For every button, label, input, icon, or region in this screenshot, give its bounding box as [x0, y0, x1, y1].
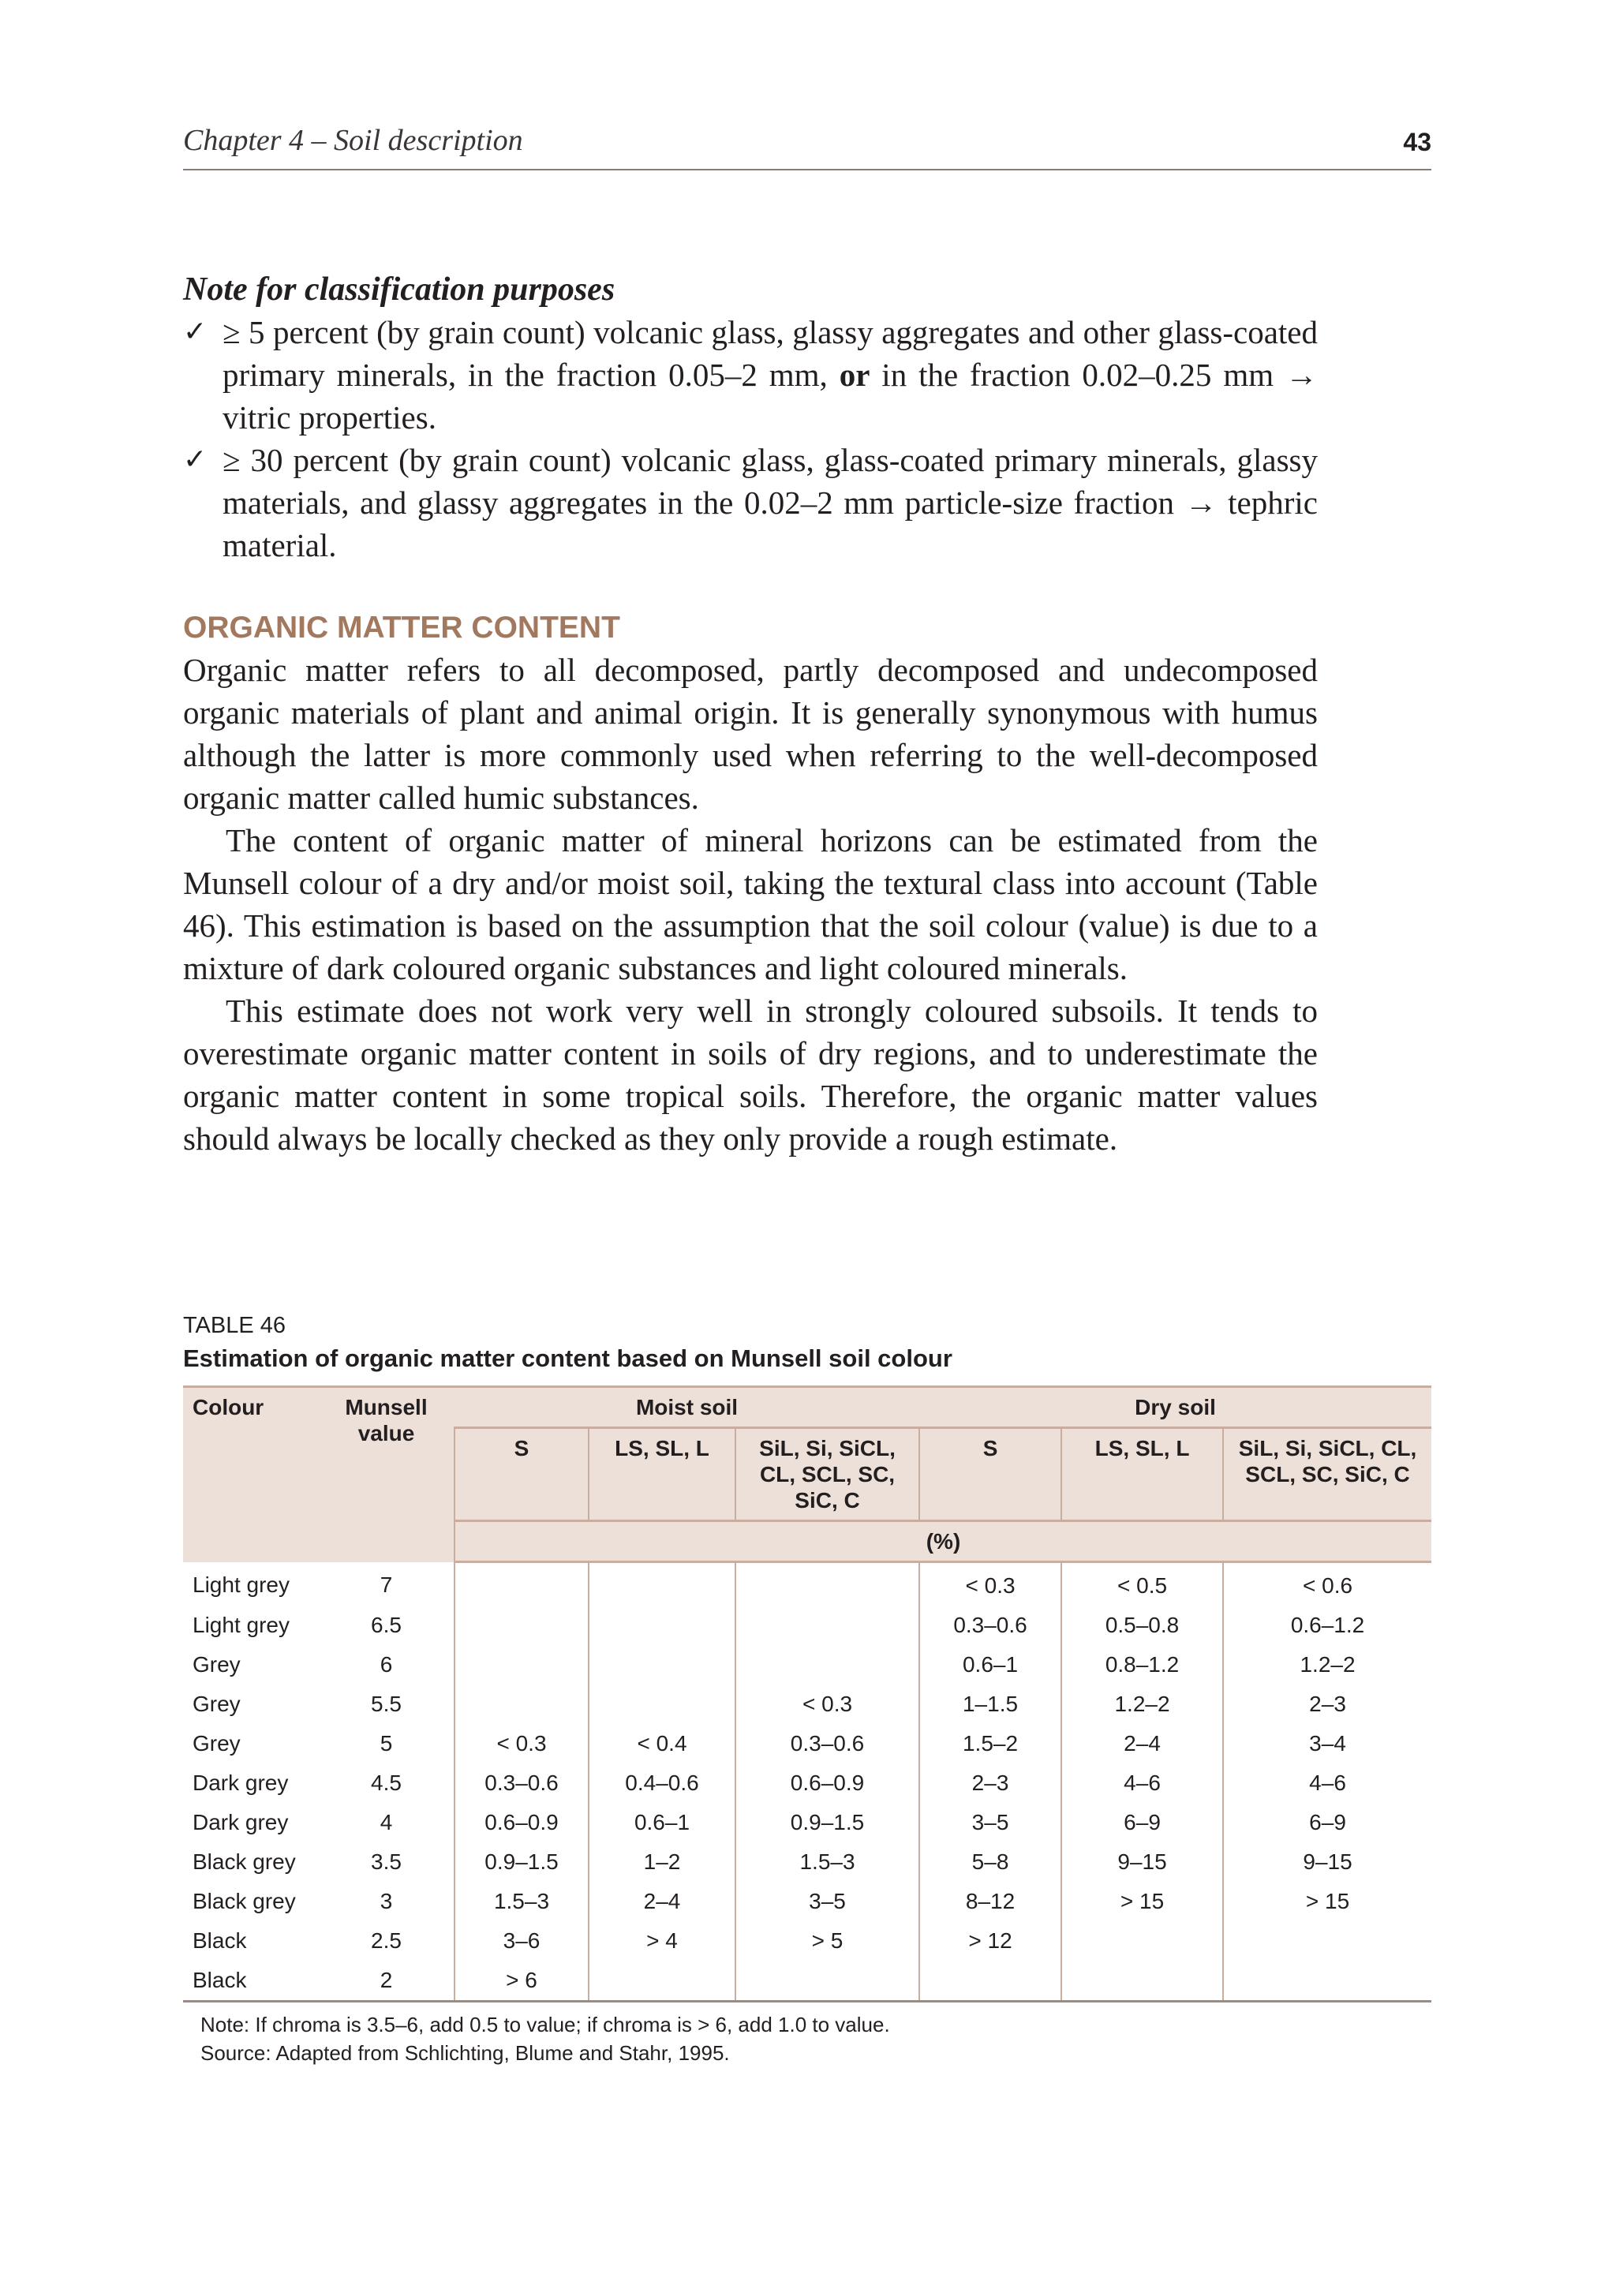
checklist-text-end: in the fraction 0.02–0.25 mm → vitric properties. — [223, 357, 1318, 436]
header-dry-soil: Dry soil — [919, 1387, 1431, 1428]
table-row — [183, 1606, 1431, 1645]
table-cell: Grey — [193, 1692, 241, 1716]
table-cell — [735, 1961, 919, 2002]
table-cell: 1–1.5 — [919, 1685, 1061, 1724]
header-moist-s: S — [454, 1428, 589, 1521]
table-cell: 6–9 — [1223, 1803, 1431, 1842]
table-cell — [1061, 1961, 1223, 2002]
table-cell: 0.9–1.5 — [735, 1803, 919, 1842]
table-cell: 3–6 — [454, 1921, 589, 1961]
table-cell — [454, 1562, 589, 1606]
table-cell: > 15 — [1061, 1882, 1223, 1921]
table-cell: 0.6–0.9 — [735, 1763, 919, 1803]
table-cell: Dark grey — [193, 1771, 289, 1795]
table-cell — [735, 1645, 919, 1685]
chapter-title: Chapter 4 – Soil description — [183, 124, 523, 157]
table-cell — [735, 1606, 919, 1645]
table-cell: 5–8 — [919, 1842, 1061, 1882]
table-cell: > 4 — [589, 1921, 735, 1961]
table-cell: 3.5 — [371, 1849, 402, 1874]
table-note: Note: If chroma is 3.5–6, add 0.5 to value; if chroma is > 6, add 1.0 to value. — [200, 2013, 890, 2036]
table-cell: Black grey — [193, 1889, 296, 1913]
table-cell — [919, 1961, 1061, 2002]
table-cell: 0.3–0.6 — [919, 1606, 1061, 1645]
table-cell: 4.5 — [371, 1771, 402, 1795]
table-notes — [183, 2010, 1431, 2067]
table-source: Source: Adapted from Schlichting, Blume and Stahr, 1995. — [200, 2041, 730, 2065]
checklist-item — [183, 439, 1318, 567]
table-cell: > 12 — [919, 1921, 1061, 1961]
header-unit: (%) — [454, 1521, 1431, 1562]
section-heading: ORGANIC MATTER CONTENT — [183, 611, 620, 645]
table-row — [183, 1882, 1431, 1921]
table-caption: Estimation of organic matter content based on Munsell soil colour — [183, 1344, 952, 1372]
table-cell: 0.6–1 — [589, 1803, 735, 1842]
table-cell: 6 — [380, 1652, 393, 1677]
header-munsell-value: Munsell value — [319, 1387, 454, 1562]
table-cell: 2–3 — [919, 1763, 1061, 1803]
table-cell: 3 — [380, 1889, 393, 1913]
table-cell: 2 — [319, 1961, 454, 2002]
table-cell: < 0.5 — [1061, 1562, 1223, 1606]
table-cell: Grey — [193, 1731, 241, 1756]
table-cell: > 5 — [735, 1921, 919, 1961]
header-dry-ls: LS, SL, L — [1061, 1428, 1223, 1521]
table-cell: > 6 — [454, 1961, 589, 2002]
table-cell: > 15 — [1223, 1882, 1431, 1921]
table-cell: 9–15 — [1061, 1842, 1223, 1882]
table-cell: 0.8–1.2 — [1061, 1645, 1223, 1685]
table-cell — [1223, 1961, 1431, 2002]
table-cell: Black grey — [193, 1849, 296, 1874]
table-cell — [454, 1645, 589, 1685]
checklist-text: ≥ 5 percent (by grain count) volcanic glass, glassy aggregates and other glass-coated primary minerals, in the fraction 0.05–2 mm, — [223, 314, 1318, 393]
table-cell: Light grey — [193, 1613, 290, 1637]
table-row — [183, 1562, 1431, 1606]
classification-checklist — [183, 311, 1318, 567]
table-label: TABLE 46 — [183, 1313, 286, 1338]
table-cell: 0.5–0.8 — [1061, 1606, 1223, 1645]
table-cell — [1061, 1921, 1223, 1961]
table-cell: 1.2–2 — [1223, 1645, 1431, 1685]
header-moist-soil: Moist soil — [454, 1387, 919, 1428]
checkmark-icon: ✓ — [183, 443, 208, 476]
checklist-emphasis: or — [839, 357, 870, 393]
table-cell: 0.6–1 — [919, 1645, 1061, 1685]
table-cell: 0.6–1.2 — [1223, 1606, 1431, 1645]
table-cell — [589, 1562, 735, 1606]
running-header — [183, 123, 1431, 170]
table-cell: 2–3 — [1223, 1685, 1431, 1724]
table-cell: 6.5 — [371, 1613, 402, 1637]
table-cell: 4–6 — [1061, 1763, 1223, 1803]
table-cell: Light grey — [193, 1572, 290, 1598]
table-cell: < 0.3 — [919, 1562, 1061, 1606]
table-cell: 6–9 — [1061, 1803, 1223, 1842]
table-cell: Grey — [193, 1652, 241, 1677]
checklist-text: ≥ 30 percent (by grain count) volcanic glass, glass-coated primary minerals, glassy materials, and glassy aggregates in the 0.02–2 mm particle-size fraction → tephric material. — [223, 442, 1318, 563]
table-cell — [735, 1562, 919, 1606]
table-cell: 2–4 — [589, 1882, 735, 1921]
table-cell: < 0.3 — [735, 1685, 919, 1724]
table-cell: Dark grey — [193, 1810, 289, 1834]
table-cell: 8–12 — [919, 1882, 1061, 1921]
table-cell: 2.5 — [371, 1928, 402, 1953]
table-cell: 0.9–1.5 — [454, 1842, 589, 1882]
table-cell: 4–6 — [1223, 1763, 1431, 1803]
table-cell — [589, 1961, 735, 2002]
table-cell: 5.5 — [371, 1692, 402, 1716]
organic-matter-table — [183, 1385, 1431, 2002]
table-row — [183, 1645, 1431, 1685]
table-cell: Black — [183, 1961, 319, 2002]
table-cell — [1223, 1921, 1431, 1961]
paragraph: The content of organic matter of mineral horizons can be estimated from the Munsell colour of a dry and/or moist soil, taking the textural class into account (Table 46). This estimation is based on the assumption that the soil colour (value) is due to a mixture of dark coloured organic substances and light coloured minerals. — [183, 822, 1318, 986]
table-cell — [454, 1606, 589, 1645]
paragraph: This estimate does not work very well in strongly coloured subsoils. It tends to overestimate organic matter content in soils of dry regions, and to underestimate the organic matter content in some tropical soils. Therefore, the organic matter values should always be locally checked as they only provide a rough estimate. — [183, 993, 1318, 1157]
table-cell: 0.4–0.6 — [589, 1763, 735, 1803]
table-cell: 1.5–3 — [454, 1882, 589, 1921]
note-title: Note for classification purposes — [183, 271, 615, 308]
table-row — [183, 1724, 1431, 1763]
header-dry-s: S — [919, 1428, 1061, 1521]
header-moist-sil: SiL, Si, SiCL, CL, SCL, SC, SiC, C — [735, 1428, 919, 1521]
table-row — [183, 1763, 1431, 1803]
table-cell: < 0.3 — [454, 1724, 589, 1763]
body-text — [183, 268, 1318, 1160]
table-cell — [589, 1645, 735, 1685]
table-cell: 2–4 — [1061, 1724, 1223, 1763]
table-row — [183, 1842, 1431, 1882]
table-cell: < 0.6 — [1223, 1562, 1431, 1606]
table-cell: 1.5–2 — [919, 1724, 1061, 1763]
table-cell: 0.6–0.9 — [454, 1803, 589, 1842]
table-cell — [589, 1685, 735, 1724]
table-row — [183, 1961, 1431, 2002]
table-cell: 1.5–3 — [735, 1842, 919, 1882]
table-cell: 3–5 — [735, 1882, 919, 1921]
table-row — [183, 1921, 1431, 1961]
table-cell: 0.3–0.6 — [454, 1763, 589, 1803]
header-colour: Colour — [183, 1387, 319, 1562]
table-cell: < 0.4 — [589, 1724, 735, 1763]
table-cell: 1.2–2 — [1061, 1685, 1223, 1724]
table-cell: 7 — [380, 1572, 393, 1598]
table-cell: 5 — [380, 1731, 393, 1756]
table-cell: 1–2 — [589, 1842, 735, 1882]
table-46 — [183, 1310, 1431, 2067]
table-row — [183, 1685, 1431, 1724]
table-cell: 3–4 — [1223, 1724, 1431, 1763]
table-row — [183, 1803, 1431, 1842]
table-cell: 4 — [380, 1810, 393, 1834]
paragraph: Organic matter refers to all decomposed, partly decomposed and undecomposed organic materials of plant and animal origin. It is generally synonymous with humus although the latter is more commonly used when referring to the well-decomposed organic matter called humic substances. — [183, 652, 1318, 816]
header-moist-ls: LS, SL, L — [589, 1428, 735, 1521]
header-dry-sil: SiL, Si, SiCL, CL, SCL, SC, SiC, C — [1223, 1428, 1431, 1521]
table-body — [183, 1562, 1431, 2002]
page-number: 43 — [1403, 128, 1431, 156]
table-cell: 0.3–0.6 — [735, 1724, 919, 1763]
table-cell — [589, 1606, 735, 1645]
table-cell: 3–5 — [919, 1803, 1061, 1842]
table-cell: 9–15 — [1223, 1842, 1431, 1882]
checklist-item — [183, 311, 1318, 439]
table-cell — [454, 1685, 589, 1724]
checkmark-icon: ✓ — [183, 316, 208, 348]
table-cell: Black — [193, 1928, 247, 1953]
